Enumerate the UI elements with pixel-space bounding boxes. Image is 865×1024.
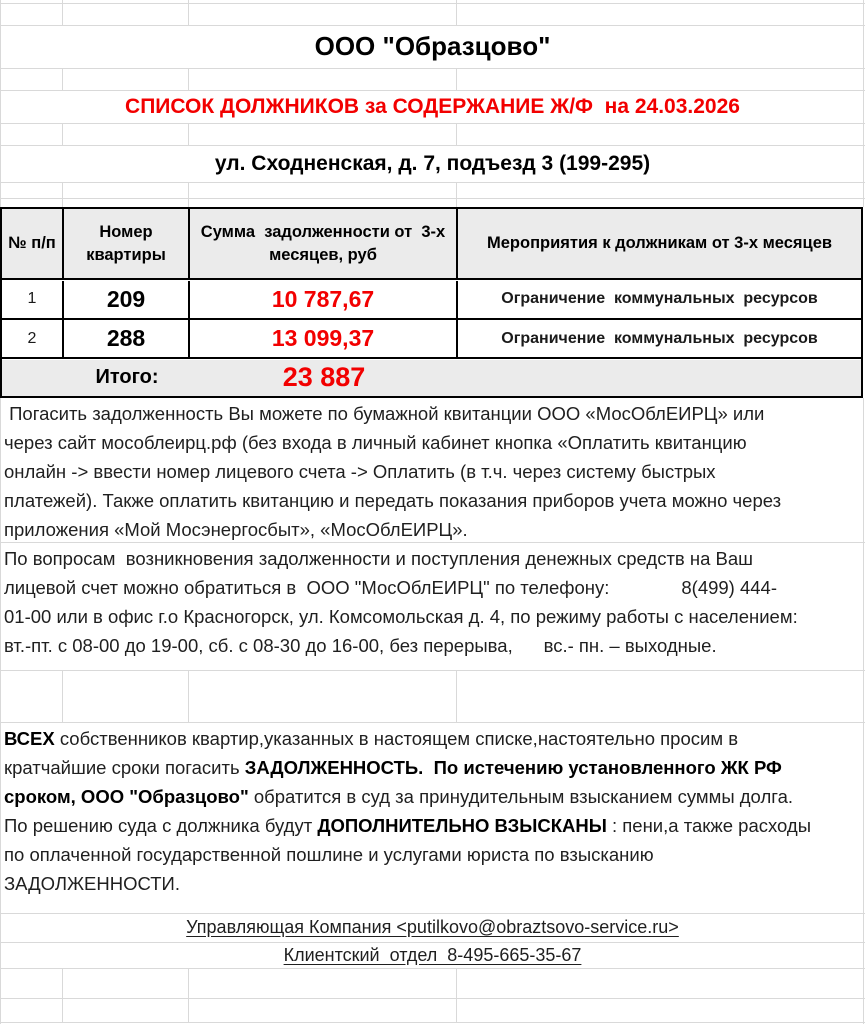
text-line: 01-00 или в офис г.о Красногорск, ул. Комсомольская д. 4, по режиму работы с населением:	[4, 606, 798, 627]
text-line: через сайт мособлеирц.рф (без входа в личный кабинет кнопка «Оплатить квитанцию	[4, 432, 747, 453]
total-row	[2, 360, 861, 396]
grid-line	[0, 968, 865, 969]
grid-line	[0, 68, 865, 69]
grid-line	[0, 998, 865, 999]
text-line: ВСЕХ собственников квартир,указанных в настоящем списке,настоятельно просим в	[4, 728, 739, 749]
debtors-table	[0, 207, 863, 398]
text-line: кратчайшие сроки погасить ЗАДОЛЖЕННОСТЬ. По истечению установленного ЖК РФ	[4, 757, 782, 778]
payment-info-paragraph	[0, 399, 865, 544]
text-line: приложения «Мой Мосэнергосбыт», «МосОблЕИРЦ».	[4, 519, 468, 540]
grid-line	[0, 722, 865, 723]
debt-sum-cell: 13 099,37	[190, 320, 458, 359]
col-header-debt-sum: Сумма задолженности от 3-х месяцев, руб	[190, 209, 458, 280]
company-title: ООО "Образцово"	[314, 31, 551, 61]
row-number-cell: 1	[2, 281, 64, 320]
text-line: сроком, ООО "Образцово" обратится в суд за принудительным взысканием суммы долга.	[4, 786, 794, 807]
grid-line	[188, 670, 189, 722]
apartment-cell: 209	[64, 281, 190, 320]
grid-line	[0, 670, 865, 671]
client-department-phone: Клиентский отдел 8-495-665-35-67	[283, 944, 582, 965]
grid-line	[456, 968, 457, 1022]
text-line: Погасить задолженность Вы можете по бумажной квитанции ООО «МосОблЕИРЦ» или	[4, 403, 765, 424]
grid-line	[62, 182, 63, 207]
debtors-list-title: СПИСОК ДОЛЖНИКОВ за СОДЕРЖАНИЕ Ж/Ф на 24.03.2026	[125, 94, 740, 118]
text-line: платежей). Также оплатить квитанцию и передать показания приборов учета можно через	[4, 490, 782, 511]
grid-line	[188, 0, 189, 25]
address-title: ул. Сходненская, д. 7, подъезд 3 (199-295)	[214, 151, 651, 175]
text-line: лицевой счет можно обратиться в ООО "МосОблЕИРЦ" по телефону: 8(499) 444-	[4, 577, 778, 598]
grid-line	[62, 0, 63, 25]
col-header-apartment: Номер квартиры	[64, 209, 190, 280]
total-value: 23 887	[282, 362, 366, 392]
management-company-line	[0, 913, 865, 942]
warning-paragraph	[0, 724, 865, 898]
grid-line	[188, 123, 189, 145]
grid-line	[456, 670, 457, 722]
grid-line	[456, 182, 457, 207]
grid-line	[62, 670, 63, 722]
text-line: по оплаченной государственной пошлине и услугами юриста по взысканию	[4, 844, 654, 865]
total-label: Итого:	[95, 366, 159, 388]
grid-line	[188, 968, 189, 1022]
apartment-cell: 288	[64, 320, 190, 359]
grid-line	[0, 3, 865, 4]
debt-sum-cell: 10 787,67	[190, 281, 458, 320]
text-line: По вопросам возникновения задолженности и поступления денежных средств на Ваш	[4, 548, 753, 569]
grid-line	[456, 68, 457, 90]
grid-line	[0, 198, 865, 199]
text-line: онлайн -> ввести номер лицевого счета -> Оплатить (в т.ч. через систему быстрых	[4, 461, 716, 482]
client-department-line	[0, 942, 865, 968]
grid-line	[0, 1022, 865, 1023]
action-cell: Ограничение коммунальных ресурсов	[458, 281, 861, 320]
grid-line	[188, 68, 189, 90]
grid-line	[0, 182, 865, 183]
grid-line	[62, 123, 63, 145]
grid-line	[0, 123, 865, 124]
management-company-email: Управляющая Компания <putilkovo@obraztsovo-service.ru>	[186, 917, 679, 937]
text-line: вт.-пт. с 08-00 до 19-00, сб. с 08-30 до 16-00, без перерыва, вс.- пн. – выходные.	[4, 635, 717, 656]
text-line: По решению суда с должника будут ДОПОЛНИТЕЛЬНО ВЗЫСКАНЫ : пени,а также расходы	[4, 815, 812, 836]
grid-line	[62, 68, 63, 90]
col-header-actions: Мероприятия к должникам от 3-х месяцев	[458, 209, 861, 280]
contact-info-paragraph	[0, 544, 865, 660]
grid-line	[188, 182, 189, 207]
grid-line	[456, 0, 457, 25]
grid-line	[62, 968, 63, 1022]
col-header-row-number: № п/п	[2, 209, 64, 280]
action-cell: Ограничение коммунальных ресурсов	[458, 320, 861, 359]
text-line: ЗАДОЛЖЕННОСТИ.	[4, 873, 180, 894]
grid-line	[456, 123, 457, 145]
row-number-cell: 2	[2, 320, 64, 359]
